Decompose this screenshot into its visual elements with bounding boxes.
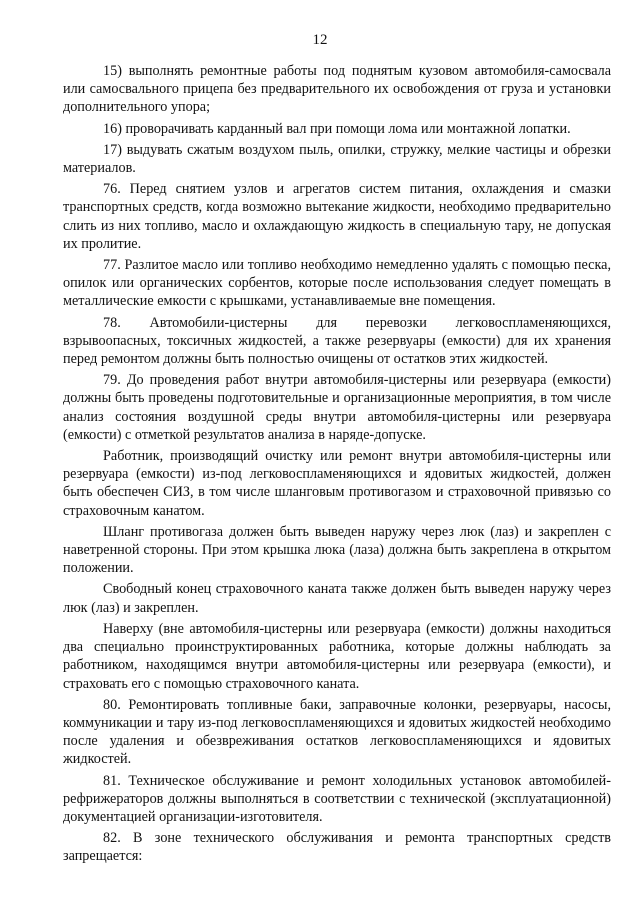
paragraph-80: 80. Ремонтировать топливные баки, заправочные колонки, резервуары, насосы, коммуникации и тару из-под легковоспламеняющихся и ядовитых жидкостей необходимо после удаления и обезвреживания остатков легковоспламеняющихся и ядовитых жидкостей. bbox=[63, 696, 611, 768]
paragraph-78: 78. Автомобили-цистерны для перевозки легковоспламеняющихся, взрывоопасных, токсичных жидкостей, а также резервуары (емкости) для их хранения перед ремонтом должны быть полностью очищены от остатков этих жидкостей. bbox=[63, 314, 611, 368]
paragraph-79-gas-mask-hose: Шланг противогаза должен быть выведен наружу через люк (лаз) и закреплен с наветренной стороны. При этом крышка люка (лаза) должна быть закреплена в открытом положении. bbox=[63, 523, 611, 577]
paragraph-item-15: 15) выполнять ремонтные работы под поднятым кузовом автомобиля-самосвала или самосвального прицепа без предварительного их освобождения от груза и установки дополнительного упора; bbox=[63, 63, 611, 116]
paragraph-79-worker-equipment: Работник, производящий очистку или ремонт внутри автомобиля-цистерны или резервуара (емкости) из-под легковоспламеняющихся и ядовитых жидкостей, должен быть обеспечен СИЗ, в том числе шланговым противогазом и страховочной привязью со страховочным канатом. bbox=[63, 448, 611, 519]
paragraph-79-safety-rope: Свободный конец страховочного каната также должен быть выведен наружу через люк (лаз) и закреплен. bbox=[63, 581, 611, 616]
paragraph-79-observers: Наверху (вне автомобиля-цистерны или резервуара (емкости) должны находиться два специально проинструктированных работника, которые должны наблюдать за работником, находящимся внутри автомобиля-цистерны или резервуара (емкости), и страховать его с помощью страховочного каната. bbox=[63, 620, 611, 692]
paragraph-79: 79. До проведения работ внутри автомобиля-цистерны или резервуара (емкости) должны быть проведены подготовительные и организационные мероприятия, в том числе анализ состояния воздушной среды внутри автомобиля-цистерны или резервуара (емкости) с отметкой результатов анализа в наряде-допуске. bbox=[63, 372, 611, 443]
paragraph-item-17: 17) выдувать сжатым воздухом пыль, опилки, стружку, мелкие частицы и обрезки материалов. bbox=[63, 141, 611, 177]
paragraph-82: 82. В зоне технического обслуживания и ремонта транспортных средств запрещается: bbox=[63, 830, 611, 865]
page-number: 12 bbox=[312, 32, 328, 48]
paragraph-76: 76. Перед снятием узлов и агрегатов систем питания, охлаждения и смазки транспортных средств, когда возможно вытекание жидкости, необходимо предварительно слить из них топливо, масло и охлаждающую жидкость в специальную тару, не допуская их пролитие. bbox=[63, 181, 611, 252]
paragraph-77: 77. Разлитое масло или топливо необходимо немедленно удалять с помощью песка, опилок или органических сорбентов, которые после использования следует помещать в металлические емкости с крышками, устанавливаемые вне помещения. bbox=[63, 257, 611, 310]
document-body bbox=[63, 62, 611, 869]
paragraph-item-16: 16) проворачивать карданный вал при помощи лома или монтажной лопатки. bbox=[103, 120, 571, 137]
paragraph-81: 81. Техническое обслуживание и ремонт холодильных установок автомобилей-рефрижераторов должны выполняться в соответствии с технической (эксплуатационной) документацией организации-изготовителя. bbox=[63, 772, 611, 825]
